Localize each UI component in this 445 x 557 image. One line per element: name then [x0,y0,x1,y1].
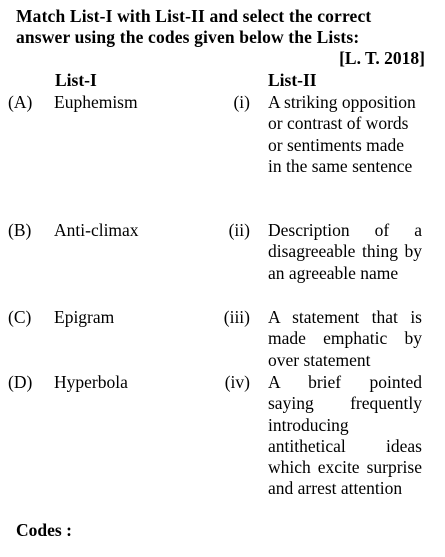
row-letter: (D) [8,372,33,392]
row-numeral: (ii) [228,220,250,240]
list2-description: Description of a disagreeable thing by an agreeable name [268,220,422,283]
row-letter: (B) [8,220,32,240]
codes-label: Codes : [16,520,72,540]
list1-term: Anti-climax [54,220,139,240]
source-tag: [L. T. 2018] [339,48,425,68]
row-letter: (C) [8,307,32,327]
row-numeral: (iv) [224,372,250,392]
list1-term: Epigram [54,307,115,327]
list2-description: A striking opposition or contrast of words or sentiments made in the same sentence [268,92,416,176]
row-letter: (A) [8,92,33,112]
list2-header: List-II [268,70,317,90]
list1-term: Hyperbola [54,372,128,392]
question-text: Match List-I with List-II and select the correct answer using the codes given below the Lists: [16,6,372,47]
row-numeral: (iii) [223,307,250,327]
list2-description: A statement that is made emphatic by over statement [268,307,422,370]
row-numeral: (i) [233,92,250,112]
list1-header: List-I [55,70,97,90]
list2-description: A brief pointed saying frequently introducing antithetical ideas which excite surprise and arrest attention [268,372,422,499]
list1-term: Euphemism [54,92,138,112]
